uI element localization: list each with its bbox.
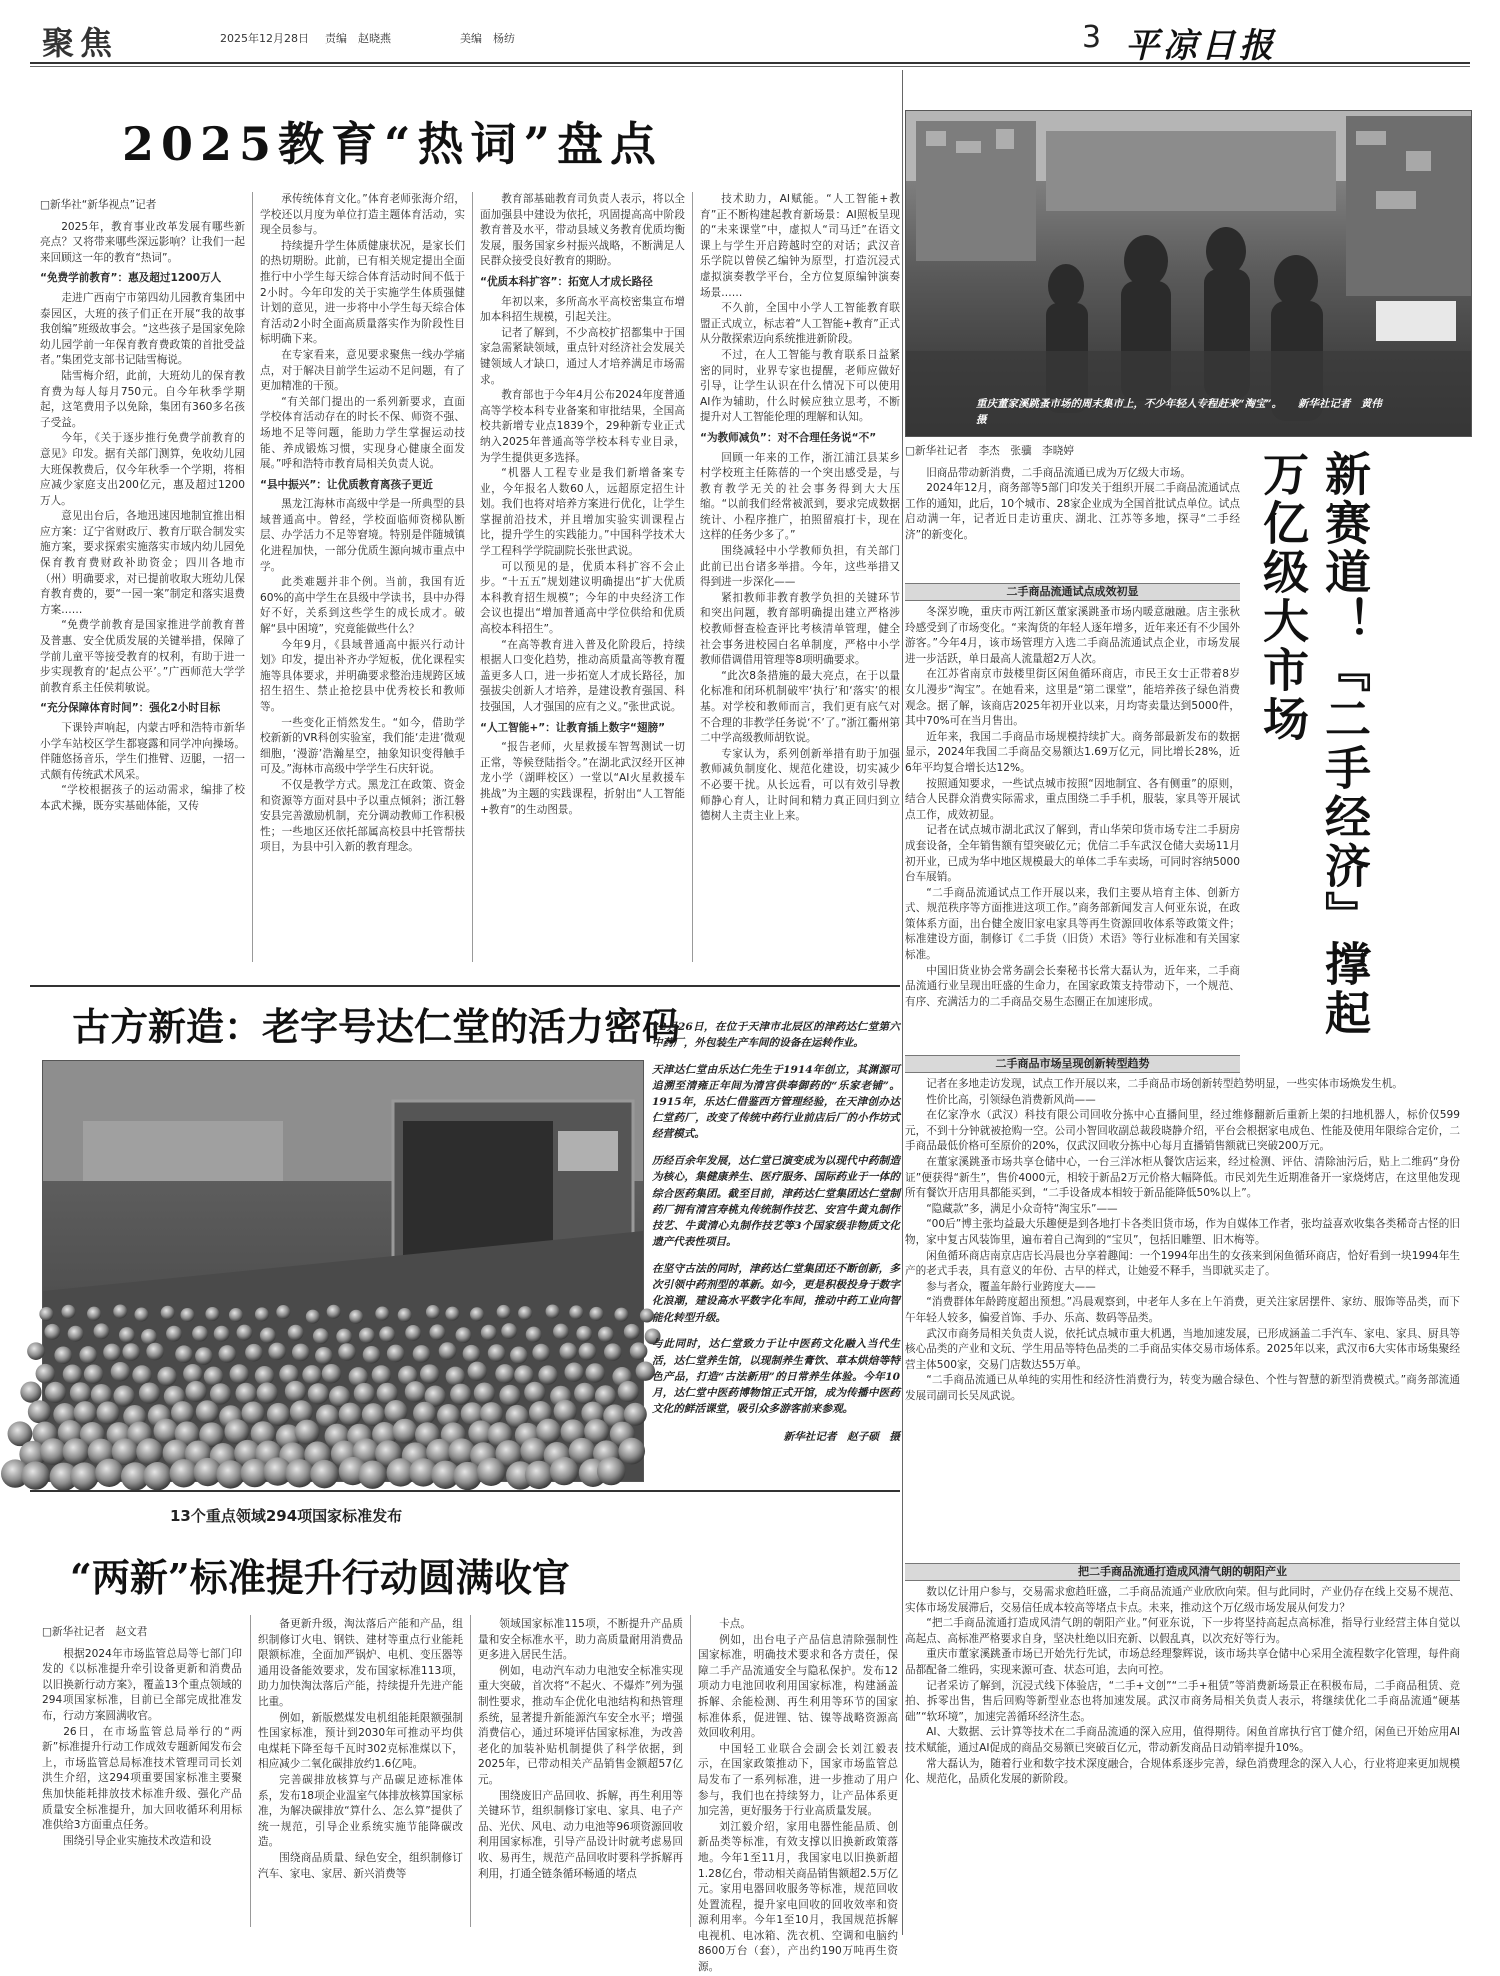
pill xyxy=(339,1403,362,1426)
headline-standards: “两新”标准提升行动圆满收官 xyxy=(70,1555,570,1600)
pill xyxy=(70,1382,91,1403)
paragraph: 刘江毅介绍，家用电器性能品质、创新品类等标准，有效支撑以旧换新政策落地。今年1至11月，我国家电以旧换新超1.28亿台，带动相关商品销售额超2.5万亿元。家用电器回收服务等标准，规范回收处置流程，提升家电回收的回收效率和资源利用率。今年1至10月，我国规范拆解电视机、电冰箱、洗衣机、空调和电脑约8600万台（套），产出约190万吨再生资源。 xyxy=(698,1820,898,1974)
paragraph: 参与者众，覆盖年龄行业跨度大—— xyxy=(926,1280,1096,1293)
pill xyxy=(36,1364,55,1383)
pill xyxy=(358,1461,386,1489)
paragraph: “00后”博主张均益最大乐趣便是到各地打卡各类旧货市场，作为自媒体工作者，张均益喜欢收集各类稀奇古怪的旧物，家中复古风装饰里，遍布着自己淘到的“宝贝”，包括旧雕塑、旧木梅等。 xyxy=(905,1218,1460,1246)
pill xyxy=(598,1327,614,1343)
pill xyxy=(113,1385,134,1406)
pill xyxy=(195,1347,213,1365)
pill xyxy=(74,1401,97,1424)
byline-secondhand: □新华社记者 李杰 张骥 李晓婷 xyxy=(905,445,1074,457)
paragraph: 备更新升级，淘汰落后产能和产品，组织制修订火电、钢铁、建材等重点行业能耗限额标准，全面加严锅炉、电机、变压器等通用设备能效要求，发布国家标准113项，助力加快淘汰落后产能，持续提升先进产能比重。 xyxy=(258,1618,463,1708)
pill xyxy=(526,1327,542,1343)
pill xyxy=(214,1326,230,1342)
pill xyxy=(604,1343,622,1361)
production-line-image xyxy=(43,1061,643,1481)
headline-secondhand xyxy=(1252,450,1372,1070)
headline-education: 2025教育“热词”盘点 xyxy=(122,117,663,171)
pill xyxy=(210,1383,231,1404)
issue-date: 2025年12月28日 xyxy=(220,32,309,45)
pill xyxy=(196,1400,219,1423)
pill xyxy=(308,1383,329,1404)
darentang-photo-credit: 新华社记者 赵子硕 摄 xyxy=(783,1431,900,1444)
pill xyxy=(518,1306,532,1320)
pill xyxy=(429,1324,445,1340)
pill xyxy=(405,1381,426,1402)
column-edu-4 xyxy=(700,192,900,966)
pill xyxy=(219,1345,237,1363)
paragraph: 闲鱼循环商店南京店店长冯晨也分享着趣闻：一个1994年出生的女孩来到闲鱼循环商店，恰好看到一块1994年生产的老式手表，具有意义的年份、古早的样式，让她爱不释手，当即就买走了。 xyxy=(905,1249,1460,1278)
paragraph: 围绕引导企业实施技术改造和设 xyxy=(63,1834,212,1847)
paragraph: 历经百余年发展，达仁堂已演变成为以现代中药制造为核心，集健康养生、医疗服务、国际药业于一体的综合医药集团。截至目前，津药达仁堂集团达仁堂制药厂拥有清宫寿桃丸传统制作技艺、安宫牛黄丸制作技艺、牛黄清心丸制作技艺等3个国家级非物质文化遗产代表性项目。 xyxy=(652,1155,900,1249)
paragraph: AI、大数据、云计算等技术在二手商品流通的深入应用，值得期待。闲鱼首席执行官丁健介绍，闲鱼已开始应用AI技术赋能，通过AI促成的商品交易额已突破百亿元，带动新发商品日动销率提升10%。 xyxy=(905,1726,1460,1754)
paragraph: 记者了解到，不少高校扩招都集中于国家急需紧缺领域，重点针对经济社会发展关键领域人才缺口，通过人才培养满足市场需求。 xyxy=(480,326,685,386)
subheading: “人工智能+”：让教育插上数字“翅膀” xyxy=(480,721,666,734)
pill xyxy=(327,1305,341,1319)
pill xyxy=(525,1461,553,1489)
pill xyxy=(44,1324,60,1340)
paragraph: 今年，《关于逐步推行免费学前教育的意见》印发。据有关部门测算，免收幼儿园大班保教费后，仅今年秋季一个学期，将相应减少家庭支出200亿元，惠及超过1200万人。 xyxy=(40,432,245,507)
paragraph: 在董家溪跳蚤市场共享仓储中心，一台三洋冰柜从餐饮店运来，经过检测、评估、清除油污后，贴上二维码“身份证”便获得“新生”，售价4000元，相较于新品2万元价格大幅降低。市民刘先生近期准备开一家烧烤店，在这里他发现所有餐饮开店用具都能买到，“二手设备成本相较于新品能降低50%以上”。 xyxy=(905,1155,1460,1200)
paragraph: 26日，在市场监管总局举行的“两新”标准提升行动工作成效专题新闻发布会上，市场监管总局标准技术管理司司长刘洪生介绍，这294项重要国家标准主要聚焦加快能耗排放技术标准升级、强化产品质量安全标准提升，加大回收循环利用标准供给3方面重点任务。 xyxy=(42,1725,242,1832)
pill xyxy=(27,1342,45,1360)
pill xyxy=(68,1326,84,1342)
pill xyxy=(501,1323,517,1339)
pill xyxy=(439,1342,457,1360)
designer-credit: 美编 杨纺 xyxy=(460,32,515,45)
pill xyxy=(122,1343,140,1361)
paragraph: 旧商品带动新消费，二手商品流通已成为万亿级大市场。 xyxy=(926,466,1192,479)
pill xyxy=(157,1367,176,1386)
pill xyxy=(40,1438,67,1465)
pill xyxy=(453,1462,481,1490)
pill xyxy=(630,1342,648,1360)
pill xyxy=(79,1346,97,1364)
section-label: 聚焦 xyxy=(42,24,119,62)
pill xyxy=(267,1403,290,1426)
pill xyxy=(445,1307,459,1321)
paragraph: 中国轻工业联合会副会长刘江毅表示，在国家政策推动下，国家市场监管总局发布了一系列标准，进一步推动了用户参与，我们也在持续努力，让产品体系更加完善，更好服务于行业高质量发展。 xyxy=(698,1742,898,1818)
pill xyxy=(45,1382,66,1403)
pill xyxy=(285,1459,313,1487)
subheading: “为教师减负”：对不合理任务说“不” xyxy=(700,431,877,444)
pill xyxy=(559,1343,577,1361)
paragraph: 紧扣教师非教育教学负担的关键环节和突出问题，教育部明确提出建立严格涉校教师督查检查评比考核清单管理，健全社会事务进校园白名单制度，严格中小学教师借调借用管理等8项明确要求。 xyxy=(700,591,900,667)
paragraph: 承传统体育文化。”体育老师张海介绍，学校还以月度为单位打造主题体育活动，实现全员参与。 xyxy=(260,193,465,237)
paragraph: 技术助力，AI赋能。“人工智能+教育”正不断构建起教育新场景：AI照板呈现的“未来课堂”中，虚拟人“司马迁”在语文课上与学生开启跨越时空的对话；武汉音乐学院以曾侯乙编钟为原型，打造沉浸式虚拟演奏教学平台，全方位复原编钟演奏场景…… xyxy=(700,193,900,299)
pill xyxy=(413,1402,436,1425)
subheading: “充分保障体育时间”：强化2小时目标 xyxy=(40,702,221,715)
paragraph: “把二手商品流通打造成风清气朗的朝阳产业。”何亚东说，下一步将坚持高起点高标准，指导行业经营主体自觉以高起点、高标准严格要求自身，坚决杜绝以旧充新、以假乱真，以次充好等行为。 xyxy=(905,1617,1460,1645)
pill xyxy=(171,1401,194,1424)
pill xyxy=(446,1367,465,1386)
pill xyxy=(54,1346,72,1364)
paragraph: “有关部门提出的一系列新要求，直面学校体育活动存在的时长不保、师资不强、场地不足等问题，能助力学生掌握运动技能、养成锻炼习惯，实现身心健康全面发展。”呼和浩特市教育局相关负责人说。 xyxy=(260,395,465,471)
pill xyxy=(624,1403,647,1426)
pill xyxy=(61,1305,75,1319)
pill xyxy=(295,1420,320,1445)
pill xyxy=(143,1462,171,1490)
paragraph: 中国旧货业协会常务副会长秦秘书长常大磊认为，近年来，二手商品流通行业呈现出旺盛的生命力，在国家政策支持带动下，一个规范、有序、充满活力的二手商品交易生态圈正在加速形成。 xyxy=(905,964,1240,1008)
pill xyxy=(175,1345,193,1363)
paragraph: 回顾一年来的工作，浙江浦江县某乡村学校班主任陈蓓的一个突出感受是，与教育教学无关的社会事务得到大大压缩。“以前我们经常被派到，要求完成数据统计、小程序推广，拍照留痕打卡，现在这样的任务少多了。” xyxy=(700,451,900,542)
pill xyxy=(618,1381,639,1402)
pill xyxy=(204,1367,223,1386)
paragraph: 可以预见的是，优质本科扩容不会止步。“十五五”规划建议明确提出“扩大优质本科教育招生规模”；今年的中央经济工作会议也提出“增加普通高中学位供给和优质高校本科招生”。 xyxy=(480,560,685,636)
pill xyxy=(481,1325,497,1341)
pill xyxy=(363,1346,381,1364)
pill xyxy=(514,1365,533,1384)
market-scene-image xyxy=(906,111,1471,436)
paragraph: 2024年12月，商务部等5部门印发关于组织开展二手商品流通试点工作的通知，此后，10个城市、28家企业成为全国首批试点单位。试点启动满一年，记者近日走访重庆、湖北、江苏等多地，探寻“二手经济”的新变化。 xyxy=(905,482,1240,541)
pill xyxy=(546,1304,560,1318)
paragraph: 在亿家净水（武汉）科技有限公司回收分拣中心直播间里，经过维修翻新后重新上架的扫地机器人，标价仅599元，不到十分钟就被抢购一空。公司小智回收副总裁段晓静介绍，平台会根据家电成色、性能及使用年限综合定价，二手商品最低价格可至原价的20%，仅武汉回收分拣中心每月直播销售额就已突破200万元。 xyxy=(905,1109,1460,1153)
paragraph: 围绕废旧产品回收、拆解，再生利用等关键环节，组织制修订家电、家具、电子产品、光伏、风电、动力电池等96项资源回收利用国家标准，引导产品设计时就考虑易回收、易再生，规范产品回收时要科学拆解再利用，打通全链条循环畅通的堵点 xyxy=(478,1789,683,1880)
paragraph: 记者在试点城市湖北武汉了解到，青山华荣印货市场专注二手厨房成套设备，全年销售额有望突破亿元；优信二手车武汉仓储大卖场11月初开业，已成为华中地区规模最大的单体二手车卖场，可同时容纳5000台车展销。 xyxy=(905,824,1240,884)
page-header xyxy=(30,18,1470,66)
paragraph: 领域国家标准115项，不断提升产品质量和安全标准水平，助力高质量耐用消费品更多进入居民生活。 xyxy=(478,1618,683,1662)
paragraph: 教育部也于今年4月公布2024年度普通高等学校本科专业备案和审批结果，全国高校共新增专业点1839个，29种新专业正式纳入2025年普通高等学校本科专业目录，为学生提供更多选择。 xyxy=(480,389,685,464)
pill xyxy=(338,1343,356,1361)
flea-market-caption: 重庆董家溪跳蚤市场的周末集市上，不少年轻人专程赶来“淘宝”。 新华社记者 黄伟摄 xyxy=(976,398,1382,426)
pill xyxy=(624,1324,640,1340)
paragraph: 根据2024年市场监管总局等七部门印发的《以标准提升牵引设备更新和消费品以旧换新行动方案》，覆盖13个重点领域的294项国家标准，目前已全部完成批准发布，行动方案圆满收官。 xyxy=(42,1647,242,1722)
paragraph: 近年来，我国二手商品市场规模持续扩大。商务部最新发布的数据显示，2024年我国二手商品交易额达1.69万亿元，同比增长28%，近6年平均复合增长达12%。 xyxy=(905,730,1240,774)
pill xyxy=(111,1362,130,1381)
byline-standards: □新华社记者 赵文君 xyxy=(42,1626,148,1638)
pill xyxy=(290,1400,313,1423)
pill xyxy=(205,1307,219,1321)
pill xyxy=(21,1461,49,1489)
pill xyxy=(375,1307,389,1321)
paragraph: 走进广西南宁市第四幼儿园教育集团中泰园区，大班的孩子们正在开展“我的故事我创编”班级故事会。“这些孩子是国家免除幼儿园学前一年保育教育费政策的首批受益者。”集团党支部书记陆雪梅说。 xyxy=(40,291,245,367)
pill xyxy=(310,1460,338,1488)
pill xyxy=(313,1328,329,1344)
paragraph: 陆雪梅介绍，此前，大班幼儿的保育教育费为每人每月750元。自今年秋季学期起，这笔费用予以免除，集团有360多名孩子受益。 xyxy=(40,369,245,429)
paragraph: “免费学前教育是国家推进学前教育普及普惠、安全优质发展的关键举措，保障了学前儿童平等接受教育的权利，有助于进一步实现教育的‘起点公平’。”广西师范大学学前教育系主任侯莉敏说。 xyxy=(40,619,245,694)
paragraph: “在高等教育进入普及化阶段后，持续根据人口变化趋势，推动高质量高等教育覆盖更多人口，进一步拓宽人才成长路径，加强拔尖创新人才培养，是建设教育强国、科技强国，人才强国的应有之义。”张世武说。 xyxy=(480,638,685,713)
pill xyxy=(450,1384,471,1405)
pill xyxy=(255,1307,269,1321)
pill xyxy=(372,1365,391,1384)
column-std-1 xyxy=(42,1623,242,1935)
pill xyxy=(255,1366,274,1385)
pill xyxy=(474,1382,495,1403)
pill xyxy=(585,1363,604,1382)
pill xyxy=(237,1325,253,1341)
pill xyxy=(488,1344,506,1362)
paragraph: 在专家看来，意见要求聚焦一线办学痛点，对于解决目前学生运动不足问题，有了更加精准的干预。 xyxy=(260,348,465,393)
paragraph: 例如，出台电子产品信息清除强制性国家标准，明确技术要求和各方责任，保障二手产品流通安全与隐私保护。发布12项动力电池回收利用国家标准，构建涵盖拆解、余能检测、再生利用等环节的国家标准体系，促进锂、钴、镍等战略资源高效回收利用。 xyxy=(698,1633,898,1740)
pill xyxy=(532,1344,550,1362)
pill xyxy=(398,1308,412,1322)
paragraph: 例如，电动汽车动力电池安全标准实现重大突破，首次将“不起火、不爆炸”列为强制性要求，推动车企优化电池结构和热管理系统，显著提升新能源汽车安全水平；增强消费信心，通过环境评估国家标准，为改善老化的加装补贴机制提供了科学依据，到2025年，已带动相关产品销售金额超57亿元。 xyxy=(478,1664,683,1786)
paragraph: 例如，新版燃煤发电机组能耗限额强制性国家标准，预计到2030年可推动平均供电煤耗下降至每千瓦时302克标准煤以下，相应减少二氧化碳排放约1.6亿吨。 xyxy=(258,1711,463,1771)
paragraph: 黑龙江海林市高级中学是一所典型的县域普通高中。曾经，学校面临师资梯队断层、办学活力不足等窘境。特别是伴随城镇化进程加快，一部分优质生源向城市重点中学。 xyxy=(260,498,465,573)
paragraph: 不久前，全国中小学人工智能教育联盟正式成立，标志着“人工智能+教育”正式从分散探索迈向系统推进新阶段。 xyxy=(700,302,900,346)
pill xyxy=(119,1327,135,1343)
pill xyxy=(315,1347,333,1365)
column-edu-2 xyxy=(260,192,465,966)
subheading: “优质本科扩容”：拓宽人才成长路径 xyxy=(480,275,653,288)
pill xyxy=(39,1307,53,1321)
pill xyxy=(268,1343,286,1361)
paragraph: 围绕商品质量、绿色安全，组织制修订汽车、家电、家居、新兴消费等 xyxy=(258,1851,463,1880)
paragraph: 在江苏省南京市鼓楼里街区闲鱼循环商店，市民王女士正带着8岁女儿漫步“淘宝”。在她看来，这里是“第二课堂”，能培养孩子绿色消费观念。据了解，该商店2025年初开业以来，月均寄卖量达到5000件，其中70%可在当月售出。 xyxy=(905,668,1240,728)
pill xyxy=(550,1457,578,1485)
pill xyxy=(146,1343,164,1361)
paragraph: 围绕减轻中小学教师负担，有关部门此前已出台诸多举措。今年，这些举措又得到进一步深化—— xyxy=(700,545,900,589)
paragraph: 数以亿计用户参与，交易需求愈趋旺盛，二手商品流通产业欣欣向荣。但与此同时，产业仍存在线上交易不规范、实体市场发展滞后，交易信任成本较高等堵点卡点。未来，推动这个万亿级市场发展从何发力？ xyxy=(905,1586,1460,1614)
pill xyxy=(614,1308,628,1322)
editor-credit: 责编 赵晓燕 xyxy=(325,32,391,45)
pill xyxy=(576,1326,592,1342)
pill xyxy=(354,1383,375,1404)
article-secondhand-sec2 xyxy=(905,1077,1460,1559)
pill xyxy=(216,1460,244,1488)
article-secondhand-lead xyxy=(905,442,1240,582)
pill xyxy=(359,1328,375,1344)
pill xyxy=(413,1345,431,1363)
pill xyxy=(349,1310,363,1324)
pill xyxy=(322,1364,341,1383)
pill xyxy=(136,1438,163,1465)
paragraph: 12月26日，在位于天津市北辰区的津药达仁堂第六中药厂，外包装生产车间的设备在运转作业。 xyxy=(652,1020,900,1049)
pill xyxy=(420,1364,439,1383)
paragraph: 重庆市董家溪跳蚤市场已开始先行先试，市场总经理黎辉说，该市场共享仓储中心采用全流程数字化管理，每件商品都配备二维码，实现来源可查、状态可追，去向可控。 xyxy=(905,1648,1460,1676)
pill xyxy=(495,1364,514,1383)
paragraph: “隐藏款”多，满足小众奇特“淘宝乐”—— xyxy=(926,1202,1118,1215)
pill xyxy=(235,1383,256,1404)
pill xyxy=(161,1306,175,1320)
pill xyxy=(132,1365,151,1384)
paragraph: 记者在多地走访发现，试点工作开展以来，二手商品市场创新转型趋势明显，一些实体市场焕发生机。 xyxy=(926,1078,1403,1090)
flea-market-photo xyxy=(905,110,1472,437)
pill xyxy=(387,1345,405,1363)
paragraph: 记者采访了解到，沉浸式线下体验店，“二手+文创”“二手+租赁”等消费新场景正在积极布局，二手商品租赁、竞拍、拆零出售，售后回购等新型业态也将加速发展。武汉市商务局相关负责人表示，将继续优化二手商品流通“硬基础”“软环境”，加速完善循环经济生态。 xyxy=(905,1679,1460,1723)
pill xyxy=(139,1382,160,1403)
paragraph: 卡点。 xyxy=(719,1618,751,1630)
pill xyxy=(306,1310,320,1324)
article-secondhand-sec3 xyxy=(905,1585,1460,1930)
pill xyxy=(183,1364,202,1383)
paragraph: 武汉市商务局相关负责人说，依托试点城市重大机遇，当地加速发展，已形成涵盖二手汽车、家电、家具、厨具等核心品类的产业和文玩、学生用品等特色品类的二手商品实体交易市场体系。2025年以来，武汉市6大实体市场集聚经营主体500家，交易门店数达55万单。 xyxy=(905,1327,1460,1371)
pill xyxy=(20,1382,41,1403)
pill xyxy=(510,1347,528,1365)
pill xyxy=(245,1344,263,1362)
paragraph: 在坚守古法的同时，津药达仁堂集团还不断创新，多次引领中药剂型的革新。如今，更是积极投身于数字化浪潮，建设高水平数字化车间，推动中药工业向智能化转型升级。 xyxy=(652,1263,900,1324)
newspaper-masthead: 平凉日报 xyxy=(1125,26,1277,66)
paragraph: 冬深岁晚，重庆市两江新区董家溪跳蚤市场内暖意融融。店主张秋玲感受到了市场变化。“来淘货的年轻人逐年增多，近年来还有不少国外游客。”今年4月，该市场管理方入选二手商品流通试点企业，市场发展进一步活跃，单日最高人流量超2万人次。 xyxy=(905,606,1240,665)
pill xyxy=(292,1344,310,1362)
pill xyxy=(520,1438,547,1465)
paragraph: 年初以来，多所高水平高校密集宣布增加本科招生规模，引起关注。 xyxy=(480,295,685,324)
subhead-pilot-results: 二手商品流通试点成效初显 xyxy=(905,583,1240,601)
pill xyxy=(95,1459,123,1487)
pill xyxy=(260,1328,276,1344)
paragraph: 与此同时，达仁堂致力于让中医药文化融入当代生活，达仁堂养生馆，以现制养生膏饮、草本烘焙等特色产品，打造“古法新用”的日常养生体验。今年10月，达仁堂中医药博物馆正式开馆，成为传播中医药文化的鲜活课堂，吸引众多游客前来参观。 xyxy=(652,1338,900,1416)
paragraph: “学校根据孩子的运动需求，编排了校本武术操，既夯实基础体能，又传 xyxy=(40,784,245,812)
paragraph: 性价比高，引领绿色消费新风尚—— xyxy=(926,1093,1096,1106)
paragraph: 下课铃声响起，内蒙古呼和浩特市新华小学车站校区学生都寝露和同学冲向操场。伴随悠扬音乐，学生们推臂、迈腿，一招一式颇有传统武术风采。 xyxy=(40,722,245,781)
paragraph: “消费群体年龄跨度超出预想。”冯晨观察到，中老年人多在上午消费，更关注家居摆件、家纺、服饰等品类，而下午年轻人较多，偏爱首饰、手办、乐高、数码等品类。 xyxy=(905,1296,1460,1324)
pill xyxy=(94,1323,110,1339)
page-number: 3 xyxy=(1082,20,1102,55)
pill xyxy=(288,1325,304,1341)
paragraph: “二手商品流通已从单纯的实用性和经济性消费行为，转变为融合绿色、个性与智慧的新型消费模式。”商务部流通发展司副司长吴凤武说。 xyxy=(905,1374,1460,1402)
paragraph: 不过，在人工智能与教育联系日益紧密的同时，业界专家也提醒，老师应做好引导，让学生认识在什么情况下可以使用AI作为辅助，什么时候应独立思考，不断提升对人工智能伦理的理解和认知。 xyxy=(700,348,900,424)
paragraph: 按照通知要求，一些试点城市按照“因地制宜、各有侧重”的原则，结合人民群众消费实际需求，重点围绕二手手机，服装，家具等开展试点工作，成效初显。 xyxy=(905,777,1240,821)
headline-secondhand-text: 新赛道！『二手经济』撑起万亿级大市场 xyxy=(1256,450,1372,1038)
pill xyxy=(426,1305,440,1319)
paragraph: 天津达仁堂由乐达仁先生于1914年创立，其渊源可追溯至清雍正年间为清宫供奉御药的“乐家老铺”。1915年，乐达仁借鉴西方管理经验，在天津创办达仁堂药厂，改变了传统中药行业前店后厂的小作坊式经营模式。 xyxy=(652,1063,900,1141)
pill xyxy=(463,1345,481,1363)
subheading: “免费学前教育”：惠及超过1200万人 xyxy=(40,272,222,285)
pill xyxy=(564,1363,583,1382)
pill xyxy=(597,1457,625,1485)
article-standards xyxy=(30,1495,900,1974)
pill xyxy=(569,1305,583,1319)
pill xyxy=(336,1329,352,1345)
pill xyxy=(134,1308,148,1322)
pill xyxy=(63,1365,82,1384)
headline-darentang: 古方新造：老字号达仁堂的活力密码 xyxy=(72,1004,681,1049)
paragraph: 专家认为，系列创新举措有助于加强教师减负制度化、规范化建设，切实减少不必要干扰。从长远看，可以有效引导教师静心育人，让时间和精力真正回归到立德树人主责主业上来。 xyxy=(700,747,900,823)
subheading: “县中振兴”：让优质教育离孩子更近 xyxy=(260,478,433,491)
byline-education: □新华社“新华视点”记者 xyxy=(40,199,157,211)
pill xyxy=(538,1365,557,1384)
pill xyxy=(70,1462,98,1490)
pill xyxy=(579,1343,597,1361)
pill xyxy=(379,1326,395,1342)
subhead-sunrise-industry: 把二手商品流通打造成风清气朗的朝阳产业 xyxy=(905,1563,1460,1581)
paragraph: 教育部基础教育司负责人表示，将以全面加强县中建设为依托，巩固提高高中阶段教育普及水平，带动县域义务教育优质均衡发展，服务国家乡村振兴战略，不断满足人民群众接受良好教育的期盼。 xyxy=(480,193,685,268)
pill xyxy=(405,1325,421,1341)
article-secondhand-sec1 xyxy=(905,605,1240,1045)
pill xyxy=(229,1308,243,1322)
pill xyxy=(618,1438,645,1465)
pill xyxy=(63,1438,90,1465)
pill xyxy=(185,1381,206,1402)
subhead-innovation-trend: 二手商品市场呈现创新转型趋势 xyxy=(905,1055,1240,1073)
pill xyxy=(96,1401,119,1424)
column-std-4 xyxy=(698,1617,898,1974)
pill xyxy=(470,1307,484,1321)
article-education xyxy=(30,70,900,980)
pill xyxy=(456,1327,472,1343)
kicker-standards: 13个重点领域294项国家标准发布 xyxy=(170,1507,403,1525)
paragraph: 意见出台后，各地迅速因地制宜推出相应方案：辽宁省财政厅、教育厅联合制发实施方案，要求探索实施落实市域内幼儿园免保育教育费财政补助资金；四川各地市（州）明确要求，对已提前收取大班幼儿保育教育费的，要“一园一案”制定和落实退费方案…… xyxy=(40,510,245,616)
paragraph: “二手商品流通试点工作开展以来，我们主要从培育主体、创新方式、规范秩序等方面推进这项工作。”商务部新闻发言人何亚东说，在政策体系方面，出台健全废旧家电家具等再生资源回收体系等政策文件；标准建设方面，制修订《二手货（旧货）术语》等行业标准和有关国家标准。 xyxy=(905,886,1240,962)
paragraph: 一些变化正悄然发生。“如今，借助学校新新的VR科创实验室，我们能‘走进’微观细胞，‘漫游’浩瀚星空，抽象知识变得触手可及。”海林市高级中学学生石庆轩说。 xyxy=(260,716,465,776)
pill xyxy=(103,1344,121,1362)
pill xyxy=(302,1365,321,1384)
paragraph: 今年9月，《县域普通高中振兴行动计划》印发，提出补齐办学短板，优化课程实施等具体要求，并明确要求整治违规跨区域招生招生、禁止抢挖县中优秀校长和教师等。 xyxy=(260,638,465,713)
pill xyxy=(574,1383,595,1404)
header-rule xyxy=(30,62,1470,64)
pill xyxy=(192,1326,208,1342)
pill-production-photo xyxy=(42,1060,644,1482)
pill xyxy=(392,1419,417,1444)
pill xyxy=(276,1305,290,1319)
pill xyxy=(84,1364,103,1383)
column-edu-1 xyxy=(40,196,245,966)
paragraph: 持续提升学生体质健康状况，是家长们的热切期盼。此前，已有相关规定提出全面推行中小学生每天综合体育活动时间不低于2小时。今年印发的关于实施学生体质强健计划的意见，进一步将中小学生每天综合体育活动2小时全面高质量落实作为阶段性目标明确下来。 xyxy=(260,239,465,346)
column-std-3 xyxy=(478,1617,683,1935)
paragraph: 完善碳排放核算与产品碳足迹标准体系，发布18项企业温室气体排放核算国家标准，为解决碳排放“算什么、怎么算”提供了统一规范，引导企业系统实施节能降碳改造。 xyxy=(258,1773,463,1849)
paragraph: 常大磊认为，随着行业和数字技术深度融合，合规体系逐步完善，绿色消费理念的深入人心，行业将迎来更加规模化、规范化，品质化发展的新阶段。 xyxy=(905,1757,1460,1786)
pill xyxy=(230,1364,249,1383)
pill xyxy=(499,1385,520,1406)
paragraph: 2025年，教育事业改革发展有哪些新亮点？又将带来哪些深远影响？让我们一起来回顾这一年的教育“热词”。 xyxy=(40,220,245,264)
paragraph: “报告老师，火星救援车智驾测试一切正常，等候登陆指令。”在湖北武汉经开区神龙小学（湖畔校区）一堂以“AI火星救援车挑战”为主题的实践课程，折射出“人工智能+教育”的生动图景。 xyxy=(480,741,685,816)
pill xyxy=(166,1326,182,1342)
pill xyxy=(589,1307,603,1321)
column-edu-3 xyxy=(480,192,685,966)
pill xyxy=(87,1307,101,1321)
pill xyxy=(468,1362,487,1381)
paragraph: 此类难题并非个例。当前，我国有近60%的高中学生在县级中学读书，县中办得好不好，关系到这些学生的成长成才。破解“县中困境”，究竟能做些什么？ xyxy=(260,576,465,636)
column-std-2 xyxy=(258,1617,463,1935)
pill xyxy=(141,1329,157,1345)
pill xyxy=(524,1382,545,1403)
pill xyxy=(28,1400,51,1423)
pill xyxy=(257,1382,278,1403)
paragraph: “此次8条措施的最大亮点，在于以量化标准和闭环机制破牢‘执行’和‘落实’的根基。对学校和教师而言，我们更有底气对不合理的非教学任务说‘不’了。”浙江衢州第二中学高级教师胡钦说。 xyxy=(700,669,900,745)
pill xyxy=(497,1305,511,1319)
pill xyxy=(285,1381,306,1402)
pill xyxy=(477,1458,505,1486)
pill xyxy=(180,1308,194,1322)
pill xyxy=(553,1324,569,1340)
pill xyxy=(242,1402,265,1425)
paragraph: 不仅是教学方式。黑龙江在政策、资金和资源等方面对县中予以重点倾斜；浙江磐安县完善激励机制，充分调动教师工作积极性；一些地区还依托部属高校县中托管帮扶项目，为县中引入新的教育理念。 xyxy=(260,778,465,854)
pill xyxy=(113,1304,127,1318)
paragraph: “机器人工程专业是我们新增备案专业，今年报名人数60人，远超原定招生计划。我们也将对培养方案进行优化，让学生掌握前沿技术，并且增加实验实训课程占比，提升学生的实践能力。”中国科学技术大学工程科学学院副院长张世武说。 xyxy=(480,467,685,558)
